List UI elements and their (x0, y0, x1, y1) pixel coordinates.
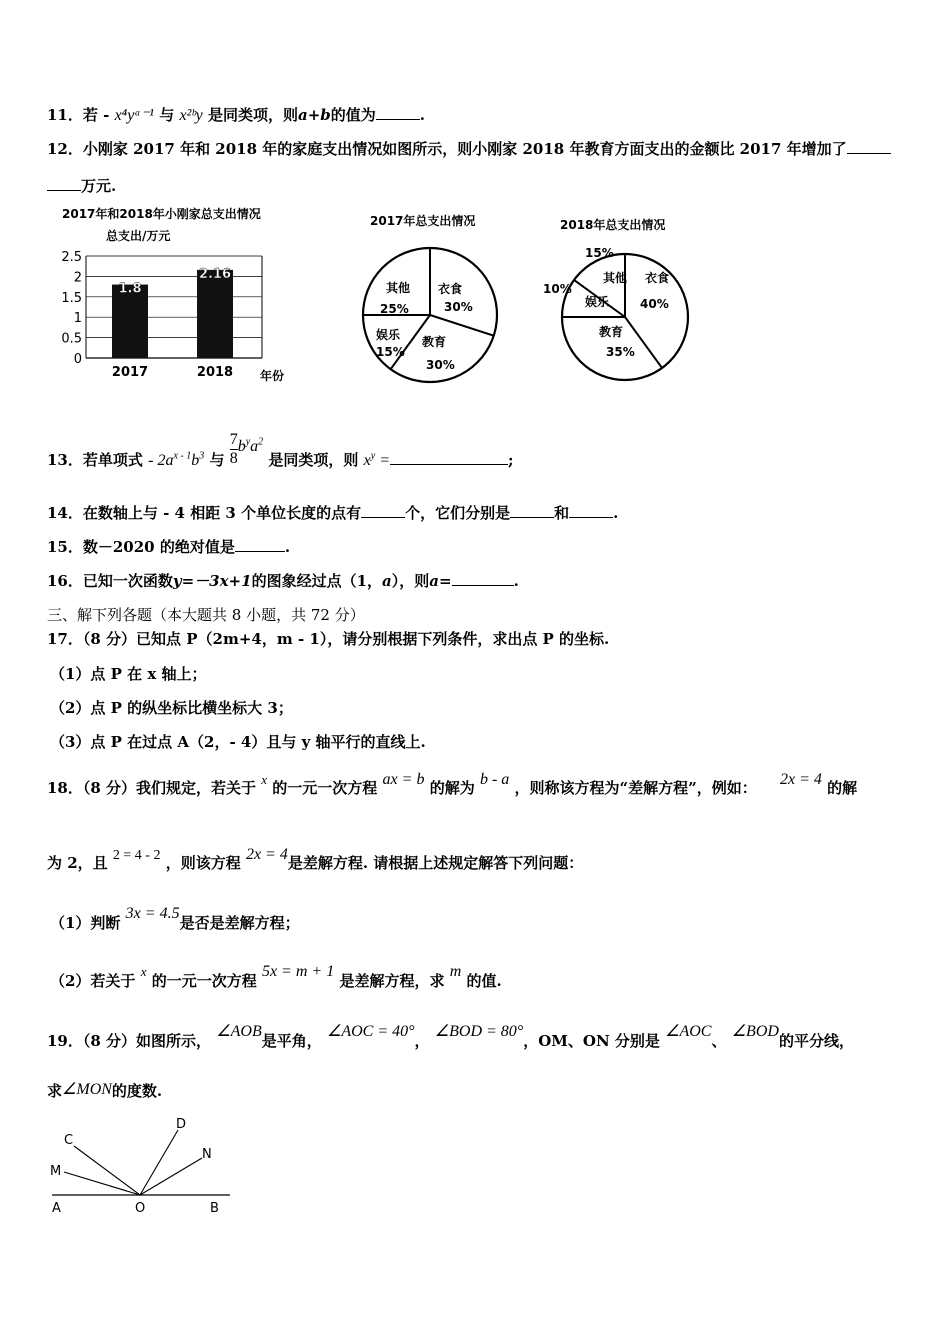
pie-2018-pct-edu: 35% (606, 345, 635, 359)
bar-chart-title: 2017年和2018年小刚家总支出情况 (62, 207, 261, 221)
pie-2017-label-edu: 教育 (422, 335, 447, 349)
expr-xy: $x^y$ = (363, 450, 391, 470)
pie-chart-2018 (535, 205, 710, 385)
pie-2018-pct-clothes: 40% (640, 297, 669, 311)
question-18-line2: 为 2，且 2 = 4 - 2 ，则该方程 2x = 4是差解方程. 请根据上述规定解答下列问题： (47, 846, 584, 872)
bar-label-2018: 2.16 (198, 266, 232, 282)
y-tick-label: 1.5 (61, 290, 82, 306)
label-M: M (50, 1164, 62, 1179)
question-17-item-2: （2）点 P 的纵坐标比横坐标大 3； (50, 699, 293, 717)
pie-2017-pct-other: 25% (380, 302, 409, 316)
answer-blank[interactable] (510, 505, 554, 518)
pie-2017-label-other: 其他 (386, 281, 411, 295)
question-18-sub-2: （2）若关于 x 的一元一次方程 5x = m + 1 是差解方程，求 m 的值. (50, 963, 502, 990)
pie-2017-label-ent: 娱乐 (376, 328, 401, 342)
question-18-sub-1: （1）判断 3x = 4.5是否是差解方程； (50, 905, 300, 932)
answer-blank[interactable] (361, 505, 405, 518)
bar-chart-xlabel: 年份 (260, 369, 285, 383)
pie-2017-label-clothes: 衣食 (438, 282, 463, 296)
monomial-1: - $2a^{x - 1}b^3$ (148, 450, 205, 470)
question-18: 18．（8 分）我们规定，若关于 x 的一元一次方程 ax = b 的解为 b - a ，则称该方程为“差解方程”，例如： 2x = 4 的解 (47, 771, 858, 797)
label-O: O (135, 1201, 146, 1216)
pie-chart-2017 (350, 205, 510, 385)
bar-chart (40, 200, 300, 385)
pie-2018-title: 2018年总支出情况 (560, 218, 666, 232)
question-17: 17．（8 分）已知点 P（2m+4，m - 1），请分别根据下列条件，求出点 P 的坐标. (47, 630, 610, 648)
ray-OC (74, 1146, 140, 1195)
pie-2018-label-edu: 教育 (599, 325, 624, 339)
answer-blank[interactable] (569, 505, 613, 518)
answer-blank[interactable] (376, 107, 420, 120)
label-D: D (176, 1117, 187, 1132)
section-3-heading: 三、解下列各题（本大题共 8 小题，共 72 分） (47, 606, 365, 624)
monomial-2: $\frac{7}{8}$ $b^ya^2$ (229, 431, 264, 467)
y-tick-label: 1 (73, 311, 82, 327)
pie-2017-pct-ent: 15% (376, 345, 405, 359)
question-16: 16．已知一次函数y=－3x+1的图象经过点（1，a），则a= . (47, 572, 519, 590)
question-17-item-1: （1）点 P 在 x 轴上； (50, 665, 207, 683)
answer-blank[interactable] (235, 539, 285, 552)
ray-OD (140, 1130, 178, 1195)
expr-x2by: x²ᵇy (179, 107, 203, 124)
pie-2018-label-other: 其他 (603, 271, 628, 285)
pie-2017-pct-clothes: 30% (444, 300, 473, 314)
question-13: 13．若单项式 - $2a^{x - 1}b^3$ 与 $\frac{7}{8}$ $b^ya^2$ 是同类项，则 $x^y$ = ; (47, 443, 514, 480)
answer-blank[interactable] (47, 178, 81, 191)
ray-ON (140, 1158, 202, 1195)
answer-blank[interactable] (847, 141, 891, 154)
ray-OM (64, 1172, 140, 1195)
pie-2018-pct-ent: 10% (543, 282, 572, 296)
question-14: 14．在数轴上与 - 4 相距 3 个单位长度的点有 个，它们分别是 和 . (47, 504, 619, 522)
label-A: A (52, 1201, 61, 1216)
label-B: B (210, 1201, 219, 1216)
answer-blank[interactable] (452, 573, 514, 586)
label-N: N (202, 1147, 212, 1162)
pie-2017-title: 2017年总支出情况 (370, 214, 476, 228)
question-17-item-3: （3）点 P 在过点 A（2，- 4）且与 y 轴平行的直线上. (50, 733, 426, 751)
pie-2018-label-ent: 娱乐 (585, 295, 610, 309)
y-tick-label: 0.5 (61, 331, 82, 347)
question-12-line2: 万元. (47, 175, 116, 196)
pie-2017-pct-edu: 30% (426, 358, 455, 372)
bar-2018 (197, 270, 233, 358)
category-2017: 2017 (111, 365, 149, 380)
y-tick-label: 0 (73, 352, 82, 367)
y-tick-label: 2 (73, 270, 82, 286)
question-19: 19．（8 分）如图所示， ∠AOB是平角， ∠AOC = 40°， ∠BOD = 80°，OM、ON 分别是 ∠AOC、 ∠BOD的平分线， (47, 1023, 854, 1050)
bar-label-2017: 1.8 (118, 281, 142, 297)
label-C: C (64, 1133, 74, 1148)
question-12: 12．小刚家 2017 年和 2018 年的家庭支出情况如图所示，则小刚家 2018 年教育方面支出的金额比 2017 年增加了 (47, 138, 891, 159)
angle-diagram (40, 1110, 240, 1220)
question-11: 11．若 - x⁴yᵃ⁻¹ 与 x²ᵇy 是同类项，则a+b的值为 . (47, 106, 426, 124)
pie-2018-label-clothes: 衣食 (645, 271, 670, 285)
y-tick-label: 2.5 (61, 250, 82, 265)
answer-blank[interactable] (390, 452, 508, 465)
bar-chart-ylabel: 总支出/万元 (106, 229, 171, 243)
question-15: 15．数－2020 的绝对值是 . (47, 538, 291, 556)
pie-2018-pct-other: 15% (585, 246, 614, 260)
category-2018: 2018 (196, 365, 234, 380)
question-19-line2: 求∠MON的度数. (47, 1081, 163, 1100)
expr-x4y: x⁴yᵃ⁻¹ (114, 107, 154, 124)
bar-ticks (61, 250, 82, 367)
